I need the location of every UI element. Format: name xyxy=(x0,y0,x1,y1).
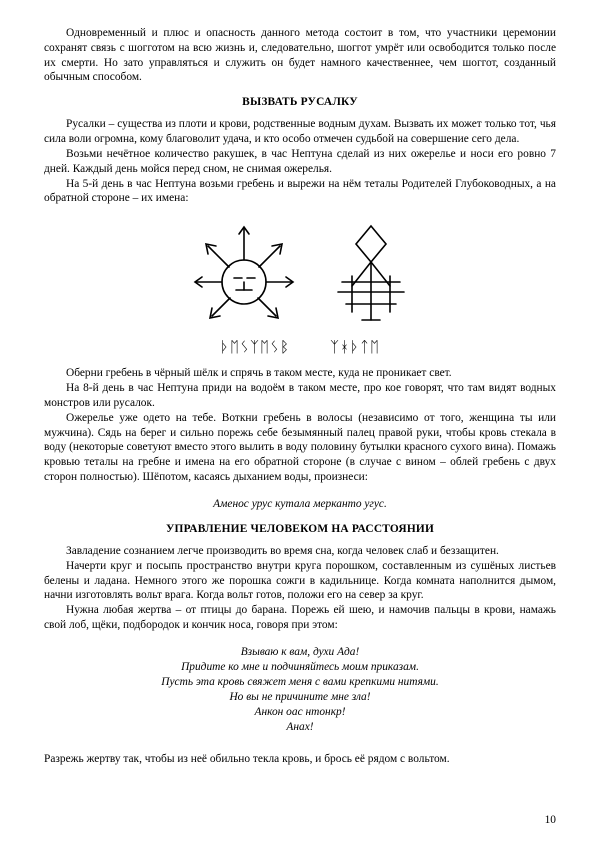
paragraph-s1-2: Возьми нечётное количество ракушек, в час Нептуна сделай из них ожерелье и носи его ровно 7 дней. Каждый день мойся перед сном, не снимая ожерелья. xyxy=(44,147,556,175)
incantation-line: Взываю к вам, духи Ада! xyxy=(240,645,360,658)
spacer xyxy=(44,745,556,752)
rune-caption-left: ᚦᛖᛊᛉᛖᛊᛒ xyxy=(219,338,290,357)
section-heading-summon-mermaid: ВЫЗВАТЬ РУСАЛКУ xyxy=(242,96,358,109)
paragraph-s2-3: Нужна любая жертва – от птицы до барана. Порежь ей шею, и намочив пальцы в крови, намажь свой лоб, щёки, подбородок и кончик носа, говоря при этом: xyxy=(44,604,556,632)
paragraph-s2-1: Завладение сознанием легче производить во время сна, когда человек слаб и беззащитен. xyxy=(66,544,499,557)
paragraph-s2-2: Начерти круг и посыпь пространство внутри круга порошком, составленным из сушёных листьев белены и ладана. Немного этого же порошка сожги в кадильнице. Когда комната наполнится дымом, начни изготовлять вольт врага. Когда вольт готов, положи его на север за круг. xyxy=(44,559,556,602)
paragraph-s2-4: Разрежь жертву так, чтобы из неё обильно текла кровь, и брось её рядом с вольтом. xyxy=(44,753,450,766)
incantation-remote-control xyxy=(44,645,556,735)
incantation-line: Анкон оас нтонкр! xyxy=(254,706,346,719)
sigil-left-icon xyxy=(184,220,304,330)
rune-caption-right: ᛉᚼᚦᛏᛖ xyxy=(330,338,381,357)
page-number: 10 xyxy=(544,814,556,826)
incantation-line: Придите ко мне и подчиняйтесь моим приказам. xyxy=(181,660,419,673)
paragraph-s1-3: На 5-й день в час Нептуна возьми гребень и вырежи на нём теталы Родителей Глубоководных, а на обратной стороне – их имена: xyxy=(44,177,556,205)
incantation-line: Пусть эта кровь свяжет меня с вами крепкими нитями. xyxy=(161,676,439,689)
incantation-line: Анах! xyxy=(286,721,314,734)
incantation-line: Но вы не причините мне зла! xyxy=(229,691,371,704)
sigil-figure xyxy=(44,220,556,330)
sigil-right-icon xyxy=(326,220,416,330)
sigil-captions xyxy=(44,338,556,356)
incantation-line: Аменос урус кутала мерканто угус. xyxy=(213,497,387,510)
incantation-mermaid xyxy=(44,497,556,512)
paragraph-s1-1: Русалки – существа из плоти и крови, родственные водным духам. Вызвать их может только тот, чья сила воли огромна, кому благоволит удача, и кто особо отмечен судьбой на совершение сего дела. xyxy=(44,118,556,146)
paragraph-s1-5: На 8-й день в час Нептуна приди на водоём в таком месте, про кое говорят, что там видят водных монстров или русалок. xyxy=(44,382,556,409)
paragraph-s1-6: Ожерелье уже одето на тебе. Воткни гребень в волосы (независимо от того, женщина ты или мужчина). Сядь на берег и сильно порежь себе безымянный палец правой руки, чтобы кровь стекала в воду (некоторые советуют вместо этого вылить в воду половину бутылки красного сухого вина). Помажь кровью теталы на гребне и имена на его обратной стороне (в случае с вином – облей гребень с двух сторон полностью). Шёпотом, касаясь дыханием воды, произнеси: xyxy=(44,411,556,484)
paragraph-s1-4: Оберни гребень в чёрный шёлк и спрячь в таком месте, куда не проникает свет. xyxy=(66,367,452,380)
paragraph-intro: Одновременный и плюс и опасность данного метода состоит в том, что участники церемонии сохранят связь с шогготом на всю жизнь и, следовательно, шоггот умрёт или освободится только после их смерти. Но зато управляться и служить он будет намного качественнее, чем шоггот, созданный обычным способом. xyxy=(44,27,556,84)
section-heading-remote-control: УПРАВЛЕНИЕ ЧЕЛОВЕКОМ НА РАССТОЯНИИ xyxy=(165,522,435,535)
